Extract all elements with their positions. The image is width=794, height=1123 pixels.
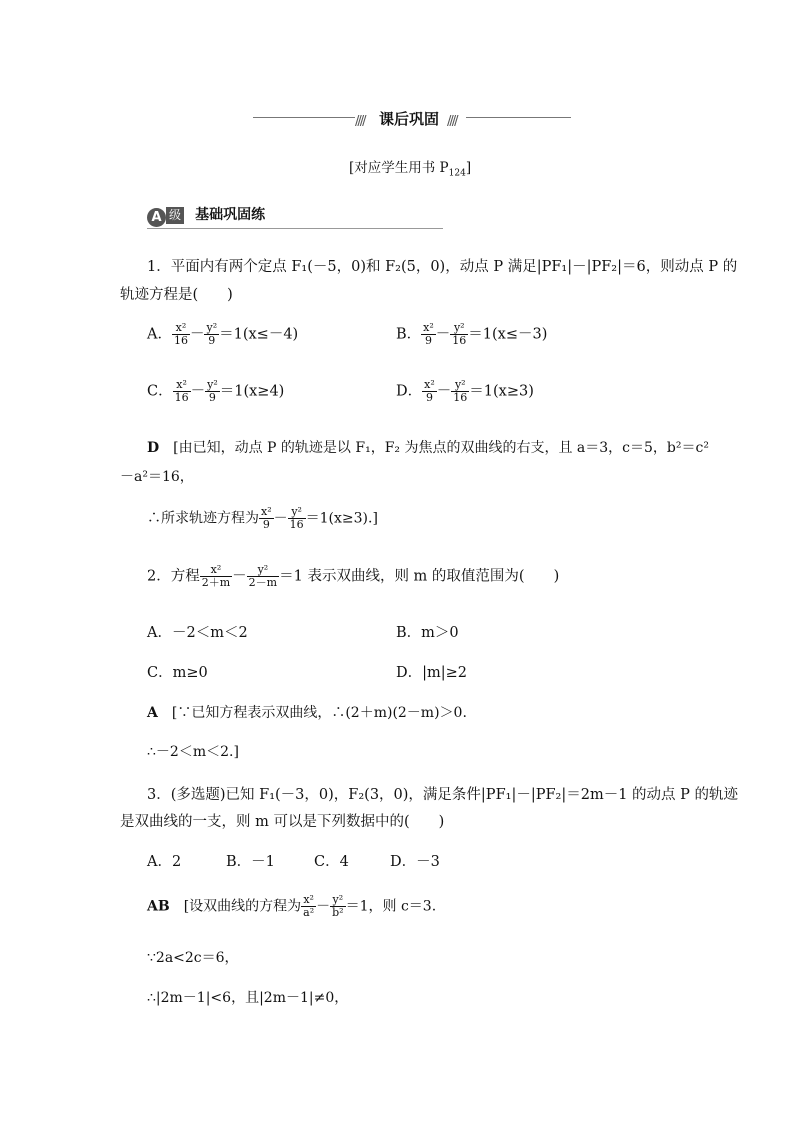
header-rule-left xyxy=(253,117,355,118)
q1-option-c: C． $\frac{\text{x²}}{16}$ － $\frac{\text{y²}}{9}$ ＝1(x≥4) xyxy=(147,378,285,404)
q1-answer-line2: －a²＝16， xyxy=(120,469,194,485)
q3-stem-line2: 是双曲线的一支，则 m 可以是下列数据中的( ) xyxy=(120,814,445,830)
badge-circle: A xyxy=(147,208,166,227)
q3-answer-line3: ∴|2m－1|<6，且|2m－1|≠0， xyxy=(147,990,349,1006)
q2-stem: 2．方程 $\frac{\text{x²}}{2+m}$ － $\frac{\text{y²}}{2-m}$ ＝1 表示双曲线，则 m 的取值范围为( ) xyxy=(147,563,560,589)
q3-option-d: D．－3 xyxy=(390,854,440,870)
q1-answer-line1: D [由已知，动点 P 的轨迹是以 F₁，F₂ 为焦点的双曲线的右支，且 a＝3，c＝5，b²＝c² xyxy=(147,440,709,456)
badge-suffix: 级 xyxy=(166,207,184,224)
q3-answer-line1: AB [设双曲线的方程为 $\frac{\text{x²}}{\text{a²}}$ － $\frac{\text{y²}}{\text{b²}}$ ＝1，则 c＝3. xyxy=(147,893,437,919)
page-title: 课后巩固 xyxy=(379,110,440,128)
q2-option-d: D．|m|≥2 xyxy=(396,665,468,681)
q2-option-c: C．m≥0 xyxy=(147,665,208,681)
q3-stem-line1: 3．(多选题)已知 F₁(－3，0)，F₂(3，0)，满足条件|PF₁|－|PF₂|＝2m－1 的动点 P 的轨迹 xyxy=(147,787,739,803)
header-rule-right xyxy=(466,117,571,118)
q1-stem-line1: 1．平面内有两个定点 F₁(－5，0)和 F₂(5，0)，动点 P 满足|PF₁|－|PF₂|＝6，则动点 P 的 xyxy=(147,259,738,275)
q1-option-b: B． $\frac{\text{x²}}{9}$ － $\frac{\text{y²}}{16}$ ＝1(x≤－3) xyxy=(396,321,548,347)
q3-option-c: C．4 xyxy=(314,854,349,870)
q3-option-a: A．2 xyxy=(147,854,182,870)
header-hatch-right: //// xyxy=(447,114,457,129)
q2-option-a: A．－2＜m＜2 xyxy=(147,625,248,641)
q2-answer-line2: ∴－2＜m＜2.] xyxy=(147,744,239,760)
q1-stem-line2: 轨迹方程是( ) xyxy=(120,287,233,303)
q3-answer-line2: ∵2a<2c＝6， xyxy=(147,950,239,966)
q2-answer-line1: A [∵已知方程表示双曲线，∴(2＋m)(2－m)＞0. xyxy=(147,705,467,721)
q2-answer-letter: A xyxy=(147,705,158,721)
header-hatch-left: //// xyxy=(355,114,365,129)
q2-option-b: B．m＞0 xyxy=(396,625,459,641)
q3-option-b: B．－1 xyxy=(226,854,275,870)
q3-answer-letter: AB xyxy=(147,898,170,915)
q1-answer-line3: ∴所求轨迹方程为 $\frac{\text{x²}}{9}$ － $\frac{\text{y²}}{16}$ ＝1(x≥3).] xyxy=(147,505,378,531)
book-reference: [对应学生用书 $P_{124}$] xyxy=(349,160,472,179)
section-title: 基础巩固练 xyxy=(195,207,266,223)
section-underline xyxy=(147,228,443,229)
q1-option-a: A． $\frac{\text{x²}}{16}$ － $\frac{\text{y²}}{9}$ ＝1(x≤－4) xyxy=(147,321,299,347)
q1-answer-letter: D xyxy=(147,440,160,456)
section-badge xyxy=(147,206,265,226)
q1-option-d: D． $\frac{\text{x²}}{9}$ － $\frac{\text{y²}}{16}$ ＝1(x≥3) xyxy=(396,378,534,404)
